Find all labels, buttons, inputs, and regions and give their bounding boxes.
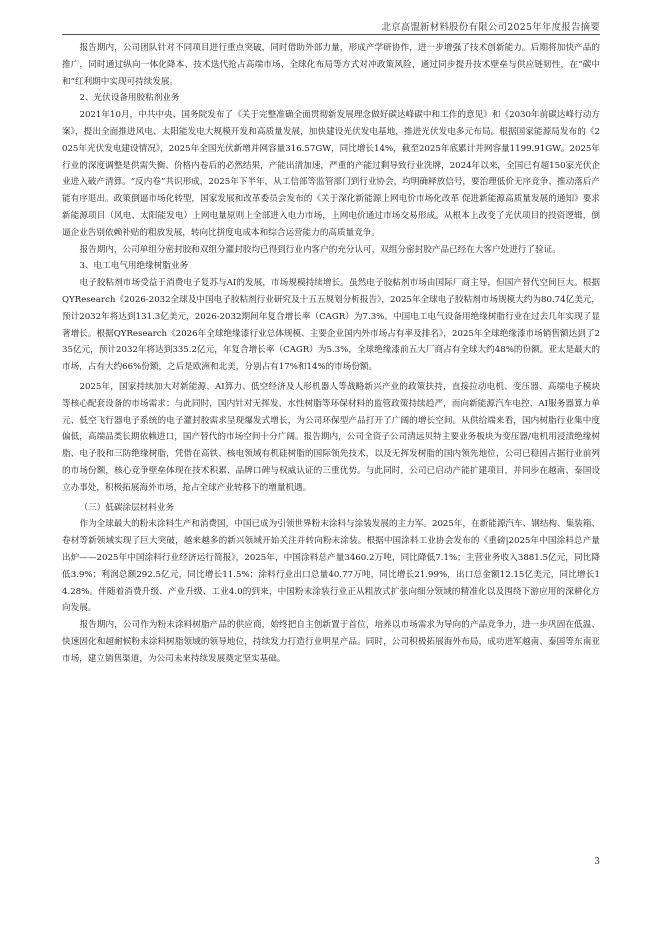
- paragraph-electronic-adhesive-market: 电子胶粘剂市场受益于消费电子复苏与AI的发展，市场规模持续增长。虽然电子胶粘剂市场由国际厂商主导，但国产替代空间巨大。根据QYResearch《2026-2032全球及中国电子胶粘剂行业研究及十五五规划分析报告》，2025年全球电子胶粘剂市场规模大约为80.74亿美元，预计2032年将达到131.3亿美元，2026-2032期间年复合增长率（CAGR）为7.3%。中国电工电气设备用绝缘树脂行业在过去几年实现了显著增长。根据QYResearch《2026年全球绝缘漆行业总体规模、主要企业国内外市场占有率及排名》，2025年全球绝缘漆市场销售额达到了235亿元，预计2032年将达到335.2亿元，年复合增长率（CAGR）为5.3%，全球绝缘漆前五大厂商占有全球大约48%的份额。亚太是最大的市场，占有大约66%份额，之后是欧洲和北美，分别占有17%和14%的市场份额。: [62, 278, 600, 373]
- header-divider: [62, 34, 600, 35]
- paragraph-tech-innovation: 报告期内，公司团队针对不同项目进行重点突破，同时借助外部力量，形成产学研协作，进一步增强了技术创新能力。后期将加快产品的推广，同时通过纵向一体化降本、技术迭代抢占高端市场、全球化布局等方式对冲政策风险，通过同步提升技术壁垒与供应链韧性，在“碳中和”红利期中实现可持续发展。: [62, 43, 600, 87]
- section-heading-insulating-resin: 3、电工电气用绝缘树脂业务: [79, 261, 189, 272]
- page-header: [0, 0, 662, 34]
- document-body: [62, 40, 600, 667]
- paragraph-powder-coating-progress: 报告期内，公司作为粉末涂料树脂产品的供应商，始终把自主创新置于首位，培养以市场需求为导向的产品竞争力，进一步巩固在低温、快速固化和超耐候粉末涂料树脂领域的领导地位，持续发力打造行业明星产品。同时，公司积极拓展海外布局，成功进军越南、泰国等东南亚市场，建立销售渠道，为公司未来持续发展奠定坚实基础。: [62, 620, 600, 664]
- paragraph-pv-progress: 报告期内，公司单组分密封胶和双组分灌封胶均已得到行业内客户的充分认可，双组分密封胶产品已经在大客户处进行了验证。: [79, 244, 561, 255]
- report-title: 北京高盟新材料股份有限公司2025年年度报告摘要: [381, 22, 600, 33]
- page-number: 3: [594, 857, 600, 867]
- section-heading-pv-adhesive: 2、光伏设备用胶粘剂业务: [79, 93, 180, 104]
- paragraph-resin-policy: 2025年，国家持续加大对新能源、AI算力、低空经济及人形机器人等战略新兴产业的政策扶持，直接拉动电机、变压器、高端电子模块等核心配套设备的市场需求；与此同时，国内针对无挥发、水性树脂等环保材料的监管政策持续趋严，而向新能源汽车电控、AI服务器算力单元、低空飞行器电子系统的电子灌封胶需求呈现爆发式增长，为公司环保型产品打开了广阔的增长空间。从供给端来看，国内树脂行业集中度偏低，高端品类长期依赖进口，国产替代的市场空间十分广阔。报告期内，公司全资子公司清远贝特主要业务板块为变压器/电机用浸渍绝缘树脂、电子胶和三防绝缘树脂，凭借在高铁、核电领域有机硅树脂的国际领先技术，以及无挥发树脂的国内领先地位，公司已稳固占据行业前列的市场份额，核心竞争壁垒体现在技术积累、品牌口碑与权威认证的三重优势。与此同时，公司已启动产能扩建项目，并同步在越南、泰国设立办事处，积极拓展海外市场，抢占全球产业转移下的增量机遇。: [62, 381, 600, 493]
- paragraph-powder-coating-market: 作为全球最大的粉末涂料生产和消费国，中国已成为引领世界粉末涂料与涂装发展的主力军。2025年，在新能源汽车、钢结构、集装箱、卷材等新领域实现了巨大突破，越来越多的新兴领域开始关注并转向粉末涂装。根据中国涂料工业协会发布的《重磅|2025年中国涂料总产量出炉——2025年中国涂料行业经济运行简报》，2025年，中国涂料总产量3460.2万吨，同比降低7.1%；主营业务收入3881.5亿元，同比降低3.9%；利润总额292.5亿元，同比增长11.5%；涂料行业出口总量40.77万吨，同比增长21.99%，出口总金额12.15亿美元，同比增长14.28%。伴随着消费升级、产业升级、工业4.0的到来，中国粉末涂装行业正从粗放式扩张向细分领域的精准化以及围绕下游应用的深耕化方向发展。: [62, 519, 600, 614]
- section-heading-low-carbon-coating: （三）低碳涂层材料业务: [79, 502, 175, 513]
- paragraph-pv-policy: 2021年10月，中共中央、国务院发布了《关于完整准确全面贯彻新发展理念做好碳达峰碳中和工作的意见》和《2030年前碳达峰行动方案》，提出全面推进风电、太阳能发电大规模开发和高质量发展，加快建设光伏发电基地，推进光伏发电多元布局。根据国家能源局发布的《2025年光伏发电建设情况》，2025年全国光伏新增并网容量316.57GW，同比增长14%，截至2025年底累计并网容量1199.91GW。2025年行业的深度调整是供需失衡、价格内卷后的必然结果，产能出清加速，严重的产能过剩导致行业洗牌，2024年以来，全国已有超150家光伏企业进入破产清算。“反内卷”共识形成，2025年下半年，从工信部等监管部门到行业协会，均明确释放信号，要治理低价无序竞争、推动落后产能有序退出。政策倒逼市场化转型，国家发展和改革委员会发布的《关于深化新能源上网电价市场化改革 促进新能源高质量发展的通知》要求新能源项目（风电、太阳能发电）上网电量原则上全部进入电力市场，上网电价通过市场交易形成。从根本上改变了光伏项目的投资逻辑，倒逼企业告别依赖补贴的粗放发展，转向比拼度电成本和综合运营能力的高质量竞争。: [62, 110, 600, 238]
